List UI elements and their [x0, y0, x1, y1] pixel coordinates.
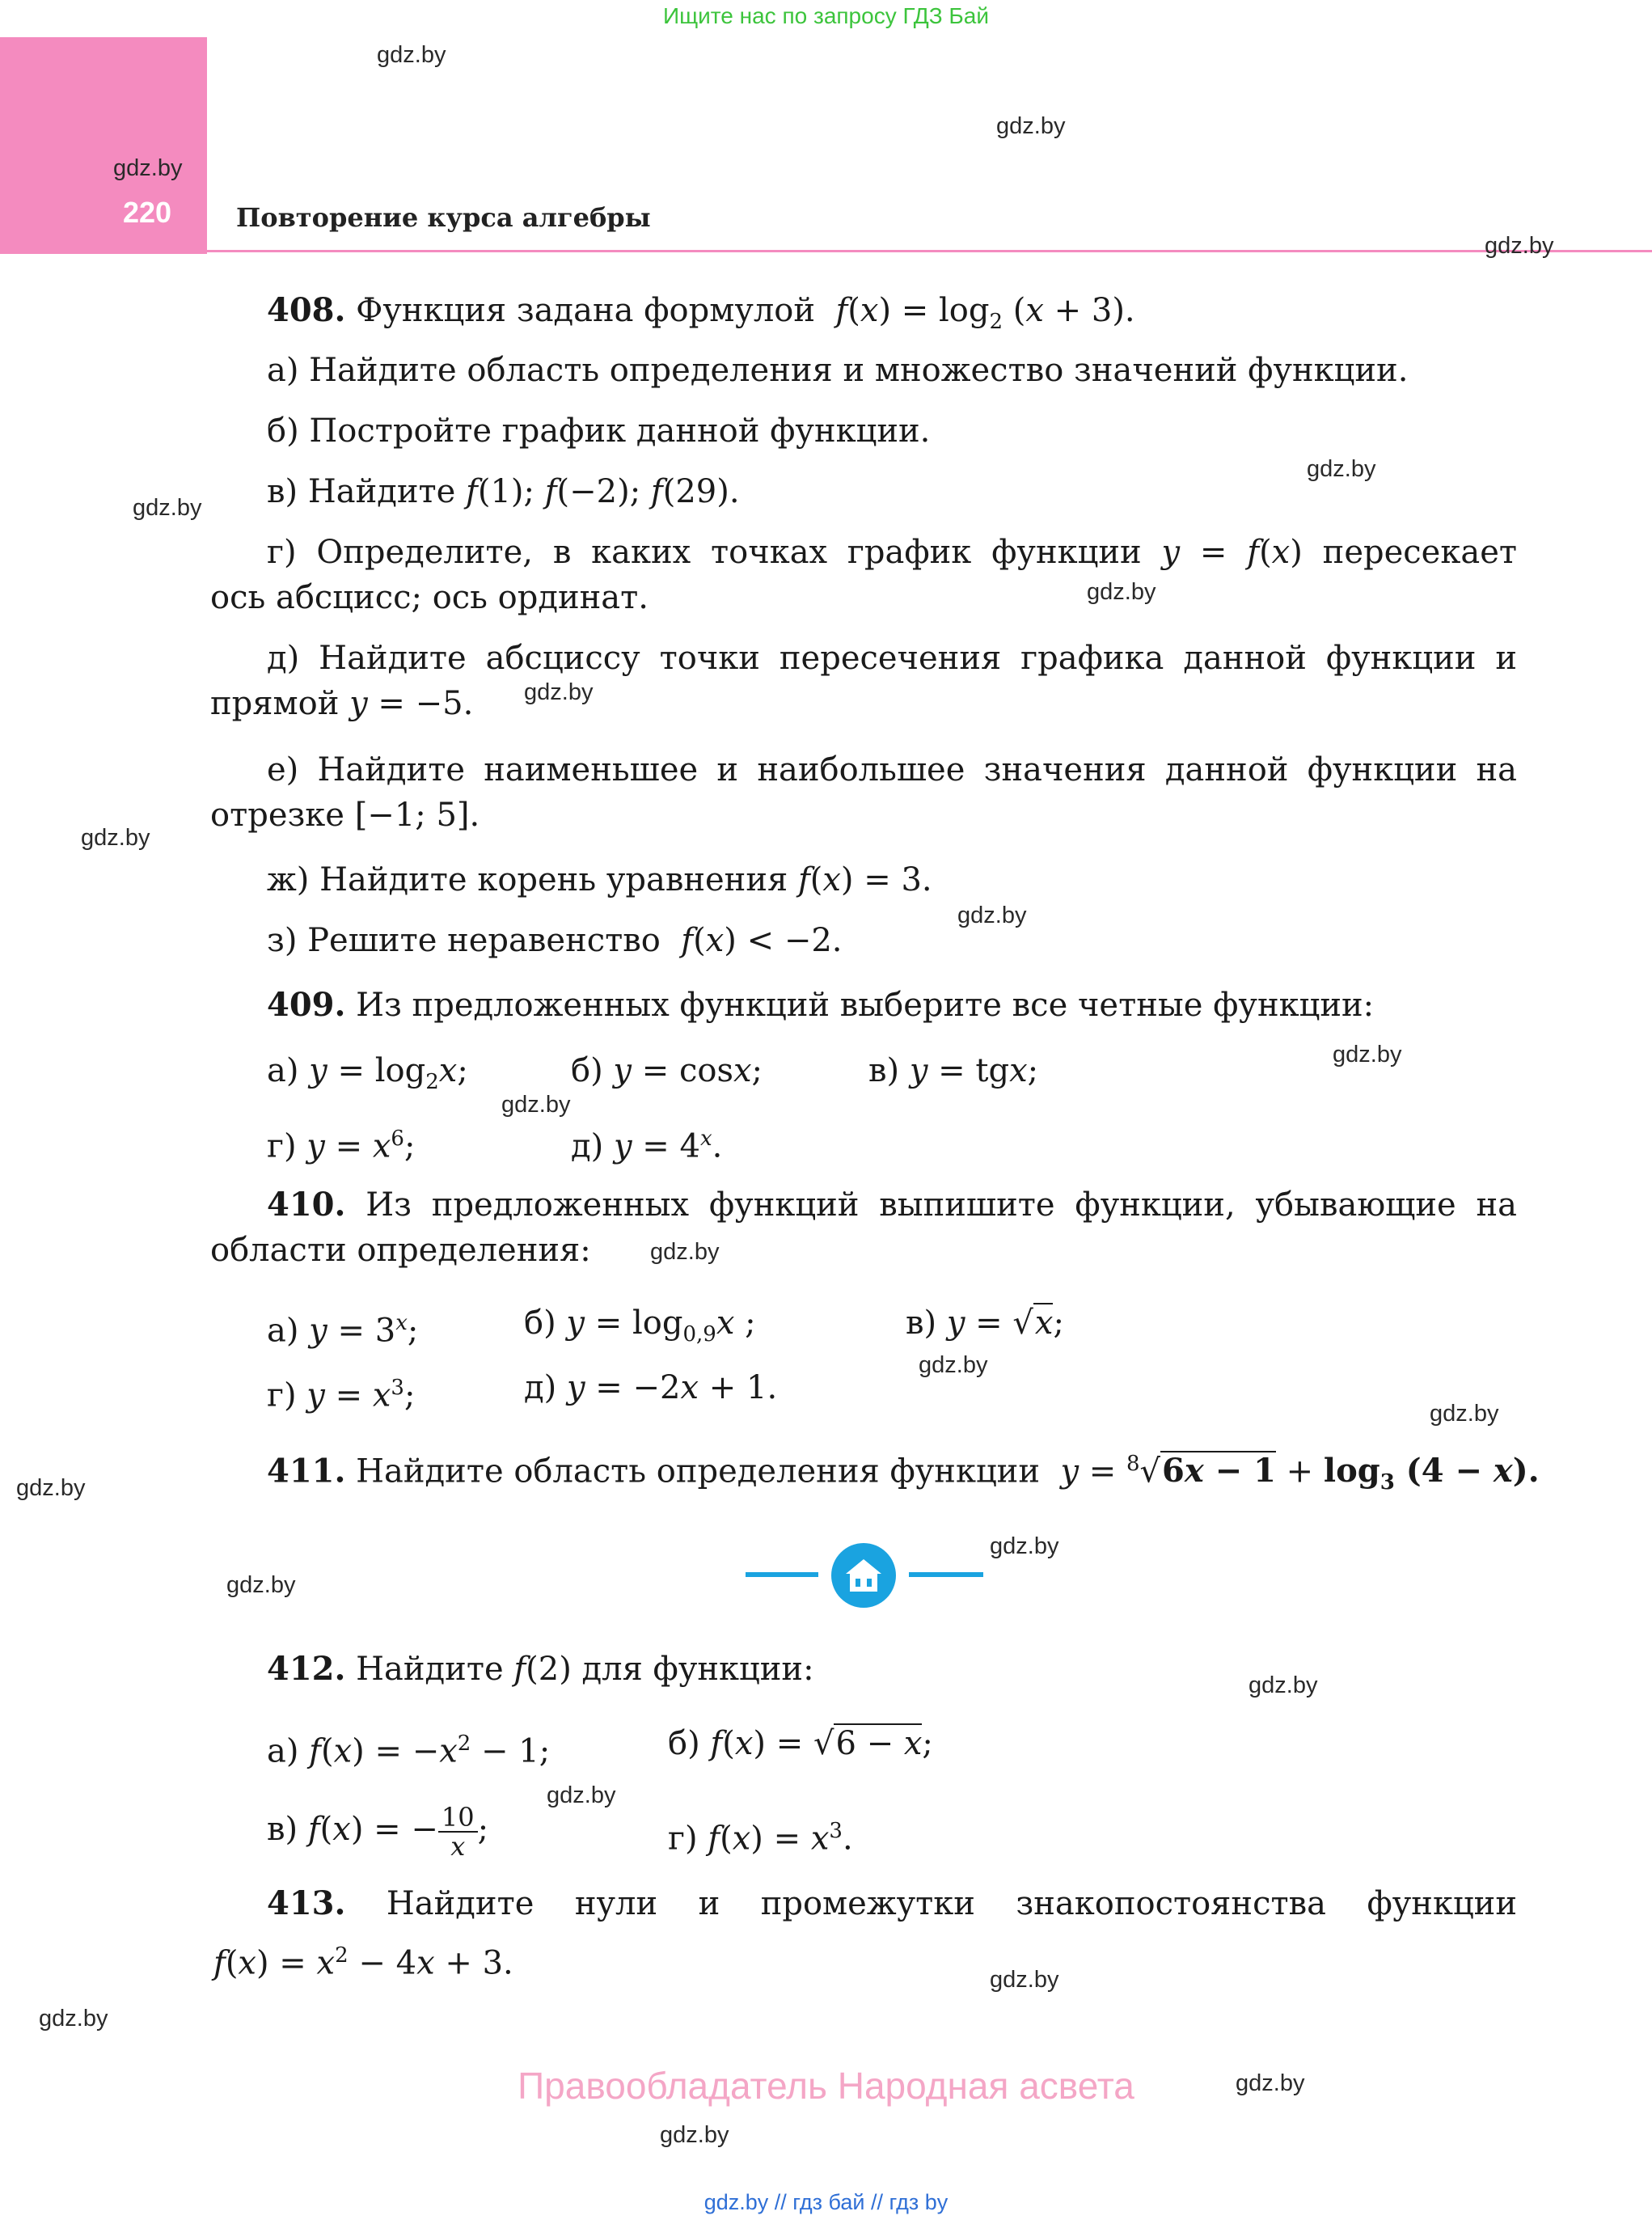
- separator-line-right: [909, 1572, 983, 1577]
- problem-412-option-b: б) f(x) = √6 − x;: [668, 1725, 933, 1762]
- watermark: gdz.by: [16, 1475, 86, 1501]
- separator-line-left: [746, 1572, 818, 1577]
- page-number: 220: [122, 196, 172, 229]
- problem-409-option-a: а) $y = \log_2x$;: [267, 1052, 468, 1094]
- watermark: gdz.by: [133, 495, 202, 521]
- copyright-footer: Правообладатель Народная асвета: [518, 2065, 1134, 2107]
- problem-410-option-b: б) $y = \log_{0,9}x$ ;: [524, 1304, 756, 1347]
- top-banner[interactable]: Ищите нас по запросу ГДЗ Бай: [662, 3, 990, 28]
- watermark: gdz.by: [1236, 2070, 1305, 2096]
- problem-408-part-e-line2: отрезке [−1; 5].: [210, 797, 480, 834]
- watermark: gdz.by: [524, 679, 594, 705]
- watermark: gdz.by: [81, 825, 150, 851]
- problem-408-part-d-line1: д) Найдите абсциссу точки пересечения графика данной функции и: [267, 640, 1517, 677]
- watermark: gdz.by: [996, 113, 1066, 139]
- watermark: gdz.by: [1307, 456, 1376, 482]
- problem-408-part-g-line2: ось абсцисс; ось ординат.: [210, 579, 649, 616]
- problem-409-option-g: г) $y = x^6$;: [267, 1127, 416, 1165]
- home-icon: [831, 1543, 896, 1608]
- watermark: gdz.by: [990, 1967, 1059, 1993]
- problem-408-statement: 408. Функция задана формулой $f(x) = \log_2 (x + 3)$.: [267, 291, 1135, 334]
- watermark: gdz.by: [957, 903, 1027, 928]
- problem-412-option-a: а) $f(x) = -x^2 - 1$;: [267, 1731, 551, 1770]
- problem-409-option-b: б) y = cosx;: [571, 1052, 763, 1089]
- problem-408-part-e-line1: е) Найдите наименьшее и наибольшее значения данной функции на: [267, 751, 1517, 789]
- watermark: gdz.by: [1087, 579, 1156, 605]
- problem-409-statement: 409. Из предложенных функций выберите все четные функции:: [267, 986, 1375, 1024]
- problem-number: 408.: [267, 291, 346, 329]
- bottom-links[interactable]: gdz.by // гдз бай // гдз by: [703, 2190, 949, 2214]
- watermark: gdz.by: [650, 1239, 720, 1265]
- watermark: gdz.by: [1249, 1672, 1318, 1698]
- problem-409-option-d: д) $y = 4^x$.: [571, 1127, 723, 1165]
- watermark: gdz.by: [226, 1572, 296, 1598]
- watermark: gdz.by: [547, 1782, 616, 1808]
- watermark: gdz.by: [113, 155, 183, 181]
- watermark: gdz.by: [1333, 1042, 1402, 1068]
- problem-410-option-a: а) $y = 3^x$;: [267, 1311, 419, 1350]
- problem-410-statement-line1: 410. Из предложенных функций выпишите функции, убывающие на: [267, 1186, 1517, 1224]
- problem-410-option-d: д) y = −2x + 1.: [524, 1369, 778, 1406]
- problem-412-option-g: г) $f(x) = x^3$.: [668, 1819, 853, 1858]
- problem-408-part-z: з) Решите неравенство f(x) < −2.: [267, 922, 843, 959]
- header-divider: [207, 250, 1652, 252]
- watermark: gdz.by: [660, 2122, 729, 2148]
- watermark: gdz.by: [1485, 233, 1554, 259]
- watermark: gdz.by: [919, 1352, 988, 1378]
- problem-410-option-v: в) y = √x;: [906, 1304, 1064, 1342]
- problem-409-option-v: в) y = tgx;: [868, 1052, 1039, 1089]
- problem-413-statement-line1: 413. Найдите нули и промежутки знакопостоянства функции: [267, 1884, 1517, 1922]
- watermark: gdz.by: [39, 2006, 108, 2032]
- problem-410-statement-line2: области определения:: [210, 1232, 591, 1269]
- watermark: gdz.by: [377, 42, 446, 68]
- problem-408-part-d-line2: прямой y = −5.: [210, 685, 474, 722]
- problem-408-part-b: б) Постройте график данной функции.: [267, 412, 931, 450]
- problem-408-part-a: а) Найдите область определения и множество значений функции.: [267, 352, 1409, 389]
- problem-411-statement: 411. Найдите область определения функции $y = ^8√6x - 1 + \log_3 (4 - x)$.: [267, 1452, 1540, 1495]
- watermark: gdz.by: [1430, 1401, 1499, 1427]
- problem-412-option-v: в) f(x) = − $\frac{10}{x}$ ;: [267, 1802, 489, 1862]
- problem-408-part-g-line1: г) Определите, в каких точках график функции y = f(x) пересекает: [267, 534, 1517, 571]
- watermark: gdz.by: [990, 1533, 1059, 1559]
- problem-413-statement-line2: $f(x) = x^2 - 4x + 3$.: [213, 1943, 513, 1982]
- problem-408-part-v: в) Найдите f(1); f(−2); f(29).: [267, 473, 740, 510]
- problem-408-part-zh: ж) Найдите корень уравнения f(x) = 3.: [267, 861, 932, 898]
- section-title: Повторение курса алгебры: [236, 202, 651, 233]
- problem-410-option-g: г) $y = x^3$;: [267, 1376, 416, 1414]
- problem-412-statement: 412. Найдите f(2) для функции:: [267, 1650, 814, 1688]
- watermark: gdz.by: [501, 1092, 571, 1118]
